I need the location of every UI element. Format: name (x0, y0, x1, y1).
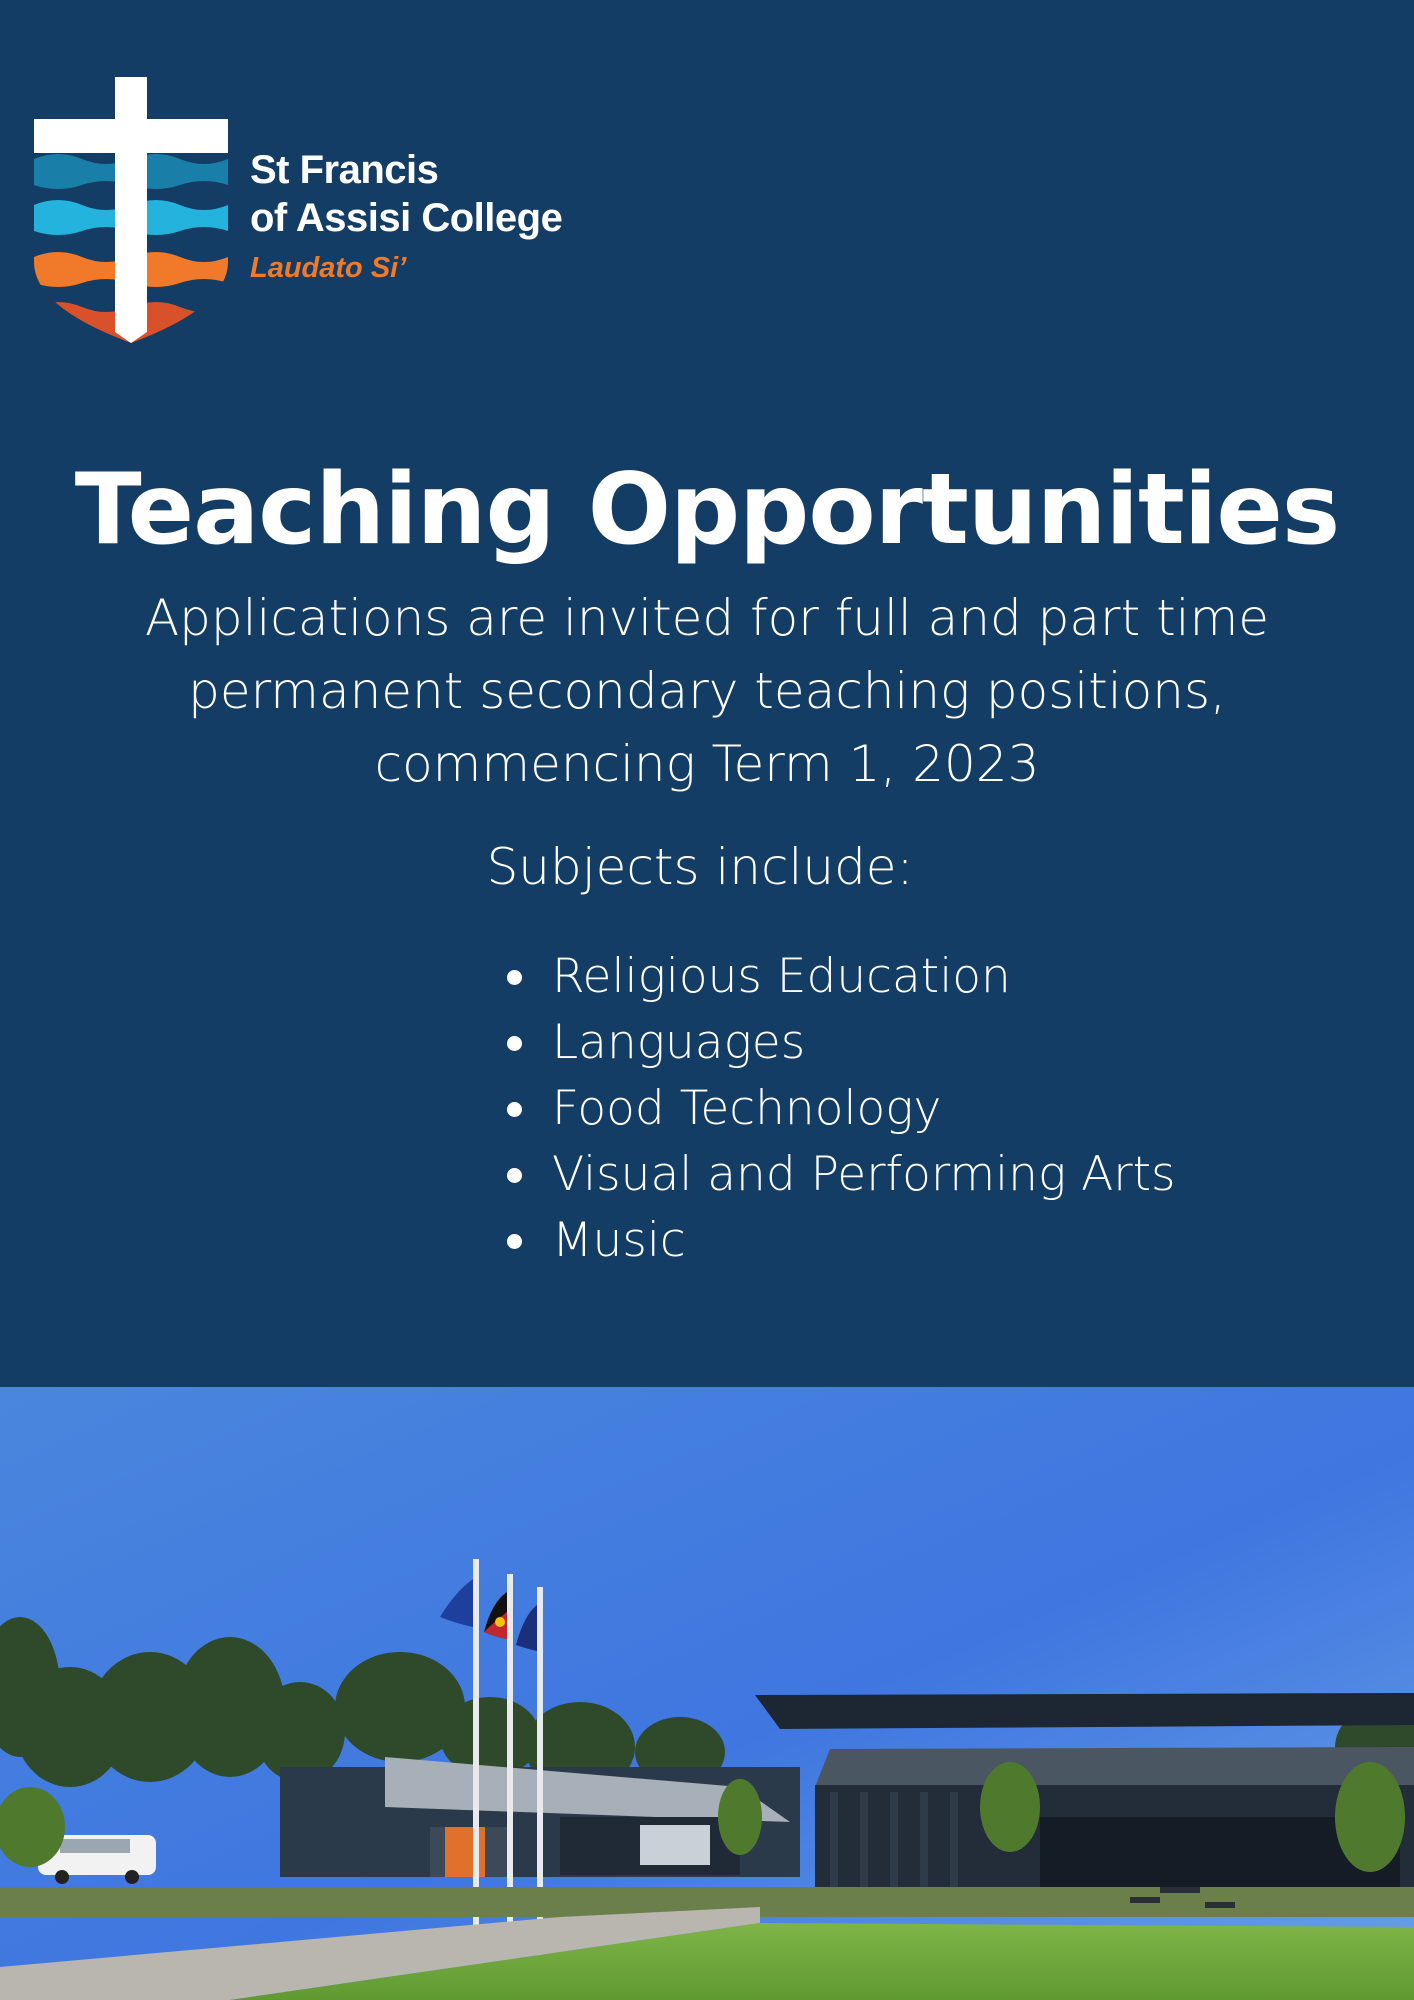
subject-item (500, 1076, 1175, 1142)
subject-label: Music (552, 1213, 686, 1268)
subject-item (500, 1208, 1175, 1274)
college-name-line1: St Francis (250, 148, 439, 192)
subject-label: Visual and Performing Arts (552, 1147, 1176, 1202)
intro-text (120, 582, 1294, 801)
subject-label: Food Technology (552, 1081, 942, 1136)
bullet-icon (507, 970, 522, 985)
intro-line: permanent secondary teaching positions, (188, 662, 1226, 720)
page-title: Teaching Opportunities (74, 453, 1340, 567)
subject-label: Religious Education (552, 949, 1011, 1004)
bullet-icon (507, 1168, 522, 1183)
bullet-icon (507, 1036, 522, 1051)
college-motto: Laudato Si’ (250, 252, 407, 284)
campus-photo (0, 1387, 1414, 2000)
subjects-heading: Subjects include: (486, 838, 914, 896)
subject-item (500, 1142, 1175, 1208)
bullet-icon (507, 1234, 522, 1249)
intro-line: Applications are invited for full and part time (144, 589, 1270, 647)
college-crest-icon (34, 77, 228, 343)
intro-line: commencing Term 1, 2023 (374, 735, 1040, 793)
college-name-line2: of Assisi College (250, 196, 563, 240)
subject-item (500, 1010, 1175, 1076)
bullet-icon (507, 1102, 522, 1117)
subject-label: Languages (552, 1015, 806, 1070)
right-building (755, 1693, 1414, 1895)
college-logo-text (250, 146, 562, 288)
subject-item (500, 944, 1175, 1010)
subject-list (500, 944, 1175, 1274)
campus-photo-illustration (0, 1387, 1414, 2000)
